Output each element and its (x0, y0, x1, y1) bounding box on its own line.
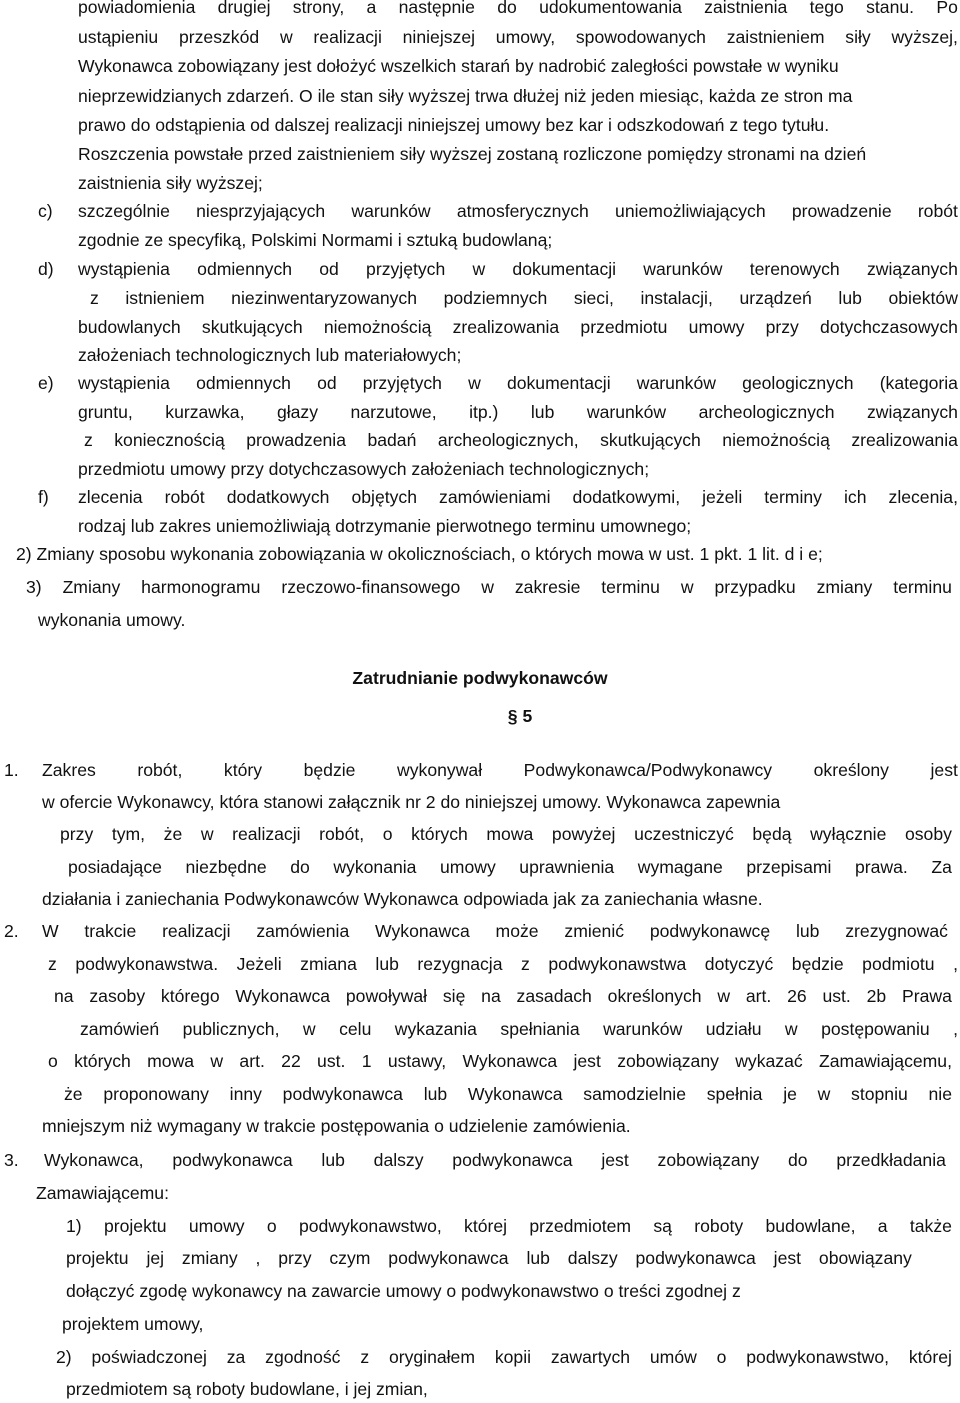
paragraph-line: Zakres robót, który będzie wykonywał Podwykonawca/Podwykonawcy określony jest (42, 760, 958, 780)
sub-item-line: 1) projektu umowy o podwykonawstwo, której przedmiotem są roboty budowlane, a także (66, 1216, 952, 1236)
paragraph-line: W trakcie realizacji zamówienia Wykonawca może zmienić podwykonawcę lub zrezygnować (42, 921, 948, 941)
paragraph-line: zaistnienia siły wyższej; (78, 173, 263, 193)
sub-item-line: projektu jej zmiany , przy czym podwykonawca lub dalszy podwykonawca jest obowiązany (66, 1248, 912, 1268)
list-item-line: zgodnie ze specyfiką, Polskimi Normami i sztuką budowlaną; (78, 230, 553, 250)
list-item-line: gruntu, kurzawka, głazy narzutowe, itp.) lub warunków archeologicznych związanych (78, 402, 958, 422)
numbered-point-line: 3) Zmiany harmonogramu rzeczowo-finansowego w zakresie terminu w przypadku zmiany terminu (26, 577, 952, 597)
list-item-line: zlecenia robót dodatkowych objętych zamówieniami dodatkowymi, jeżeli terminy ich zlecenia, (78, 487, 958, 507)
list-item-line: przedmiotu umowy przy dotychczasowych założeniach technologicznych; (78, 459, 650, 479)
section-heading: Zatrudnianie podwykonawców (352, 668, 608, 688)
sub-item-line: przedmiotem są roboty budowlane, i jej zmian, (66, 1379, 428, 1399)
paragraph-line: z podwykonawstwa. Jeżeli zmiana lub rezygnacja z podwykonawstwa dotyczyć będzie podmiotu , (48, 954, 958, 974)
list-item-line: wystąpienia odmiennych od przyjętych w dokumentacji warunków geologicznych (kategoria (78, 373, 958, 393)
list-item-line: rodzaj lub zakres uniemożliwiają dotrzymanie pierwotnego terminu umownego; (78, 516, 692, 536)
paragraph-line: Roszczenia powstałe przed zaistnieniem siły wyższej zostaną rozliczone pomiędzy stronami na dzień (78, 144, 867, 164)
paragraph-marker: 2. (4, 921, 19, 941)
paragraph-line: zamówień publicznych, w celu wykazania spełniania warunków udziału w postępowaniu , (80, 1019, 958, 1039)
paragraph-line: w ofercie Wykonawcy, która stanowi załącznik nr 2 do niniejszej umowy. Wykonawca zapewnia (42, 792, 781, 812)
list-item-line: wystąpienia odmiennych od przyjętych w dokumentacji warunków terenowych związanych (78, 259, 958, 279)
paragraph-line: Wykonawca zobowiązany jest dołożyć wszelkich starań by nadrobić zaległości powstałe w wyniku (78, 56, 839, 76)
section-number: § 5 (507, 706, 533, 726)
paragraph-line: posiadające niezbędne do wykonania umowy uprawnienia wymagane przepisami prawa. Za (68, 857, 952, 877)
sub-item-line: dołączyć zgodę wykonawcy na zawarcie umowy o podwykonawstwo o treści zgodnej z (66, 1281, 741, 1301)
paragraph-marker: 1. (4, 760, 19, 780)
list-marker: f) (38, 487, 49, 507)
paragraph-line: powiadomienia drugiej strony, a następnie do udokumentowania zaistnienia tego stanu. Po (78, 0, 958, 17)
numbered-point-line: wykonania umowy. (38, 610, 186, 630)
list-marker: d) (38, 259, 54, 279)
paragraph-line: nieprzewidzianych zdarzeń. O ile stan siły wyższej trwa dłużej niż jeden miesiąc, każda ze stron ma (78, 86, 853, 106)
paragraph-line: o których mowa w art. 22 ust. 1 ustawy, Wykonawca jest zobowiązany wykazać Zamawiającemu, (48, 1051, 952, 1071)
paragraph-line: działania i zaniechania Podwykonawców Wykonawca odpowiada jak za zaniechania własne. (42, 889, 763, 909)
list-item-line: założeniach technologicznych lub materiałowych; (78, 345, 462, 365)
paragraph-line: Zamawiającemu: (36, 1183, 169, 1203)
paragraph-line: że proponowany inny podwykonawca lub Wykonawca samodzielnie spełnia je w stopniu nie (64, 1084, 952, 1104)
list-item-line: budowlanych skutkujących niemożnością zrealizowania przedmiotu umowy przy dotychczasowych (78, 317, 958, 337)
paragraph-line: Wykonawca, podwykonawca lub dalszy podwykonawca jest zobowiązany do przedkładania (44, 1150, 946, 1170)
list-item-line: z istnieniem niezinwentaryzowanych podziemnych sieci, instalacji, urządzeń lub obiektów (90, 288, 958, 308)
list-item-line: szczególnie niesprzyjających warunków atmosferycznych uniemożliwiających prowadzenie robót (78, 201, 958, 221)
numbered-point: 2) Zmiany sposobu wykonania zobowiązania w okolicznościach, o których mowa w ust. 1 pkt. 1 lit. d i e; (16, 544, 823, 564)
paragraph-line: prawo do odstąpienia od dalszej realizacji niniejszej umowy bez kar i odszkodowań z tego tytułu. (78, 115, 830, 135)
list-item-line: z koniecznością prowadzenia badań archeologicznych, skutkujących niemożnością zrealizowania (84, 430, 958, 450)
sub-item-line: projektem umowy, (62, 1314, 204, 1334)
paragraph-line: przy tym, że w realizacji robót, o których mowa powyżej uczestniczyć będą wyłącznie osoby (60, 824, 952, 844)
paragraph-line: ustąpieniu przeszkód w realizacji niniejszej umowy, spowodowanych zaistnieniem siły wyższej, (78, 27, 958, 47)
sub-item-line: 2) poświadczonej za zgodność z oryginałem kopii zawartych umów o podwykonawstwo, której (56, 1347, 952, 1367)
list-marker: e) (38, 373, 54, 393)
paragraph-line: mniejszym niż wymagany w trakcie postępowania o udzielenie zamówienia. (42, 1116, 631, 1136)
paragraph-marker: 3. (4, 1150, 19, 1170)
list-marker: c) (38, 201, 53, 221)
paragraph-line: na zasoby którego Wykonawca powoływał się na zasadach określonych w art. 26 ust. 2b Prawa (54, 986, 952, 1006)
